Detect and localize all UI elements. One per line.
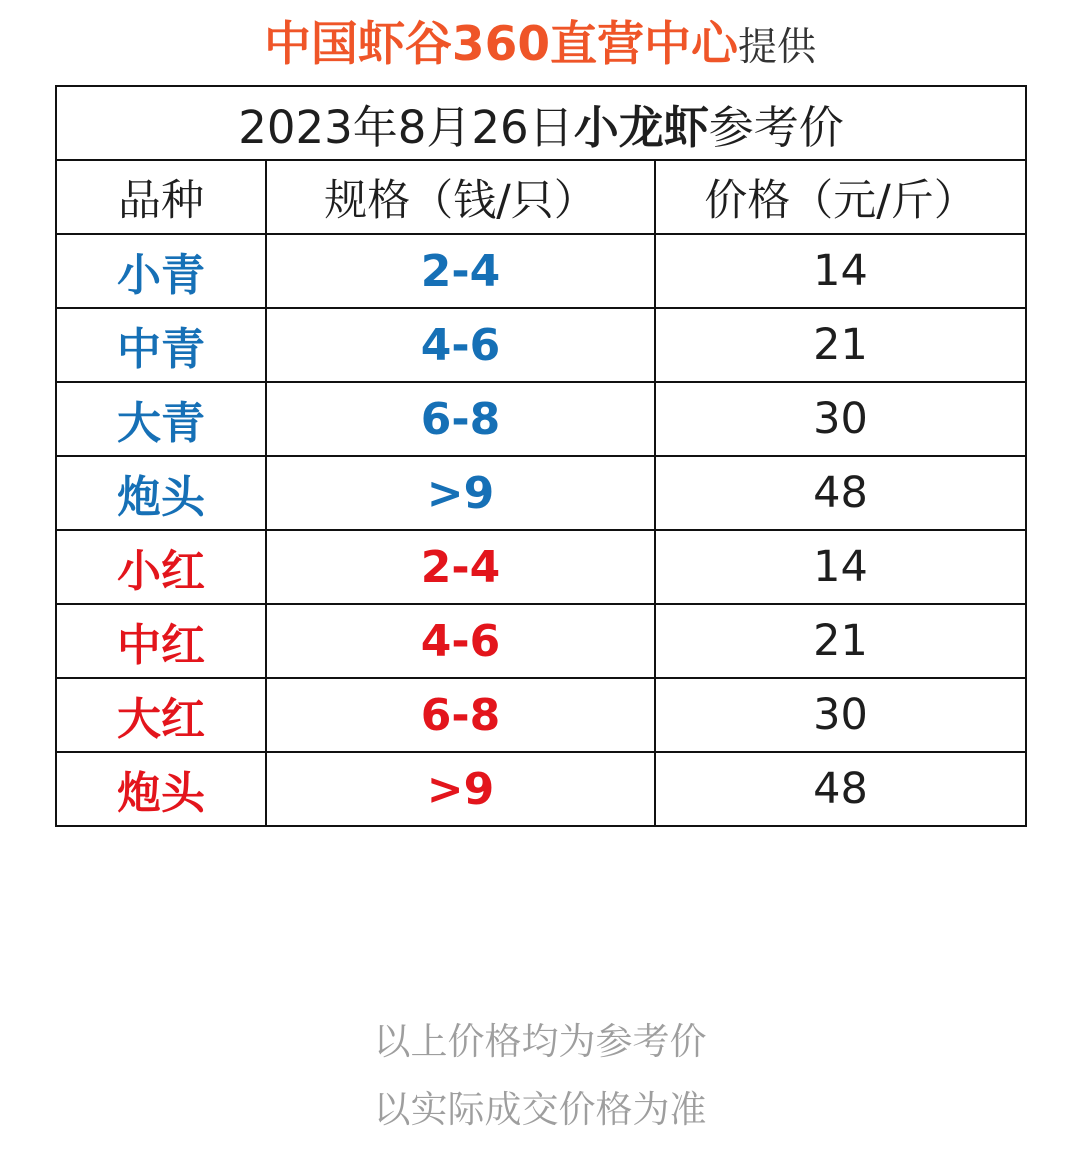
table-title-date: 2023年8月26日 — [238, 100, 574, 154]
table-row — [56, 530, 1026, 604]
table-row — [56, 308, 1026, 382]
table-header-row — [56, 160, 1026, 234]
variety-cell: 大青 — [56, 382, 266, 456]
footer-note-reference: 以上价格均为参考价 — [373, 1020, 707, 1063]
table-row — [56, 456, 1026, 530]
column-header-variety: 品种 — [56, 160, 266, 234]
column-header-spec: 规格（钱/只） — [266, 160, 655, 234]
price-cell: 21 — [655, 308, 1026, 382]
variety-cell: 小青 — [56, 234, 266, 308]
variety-cell: 中青 — [56, 308, 266, 382]
table-row — [56, 382, 1026, 456]
spec-cell: >9 — [266, 456, 655, 530]
table-row — [56, 604, 1026, 678]
table-row — [56, 234, 1026, 308]
price-cell: 14 — [655, 234, 1026, 308]
page-title — [0, 16, 1080, 74]
column-header-price: 价格（元/斤） — [655, 160, 1026, 234]
table-row — [56, 752, 1026, 826]
spec-cell: 2-4 — [266, 234, 655, 308]
table-title — [56, 86, 1026, 160]
price-cell: 21 — [655, 604, 1026, 678]
price-cell: 30 — [655, 678, 1026, 752]
spec-cell: 6-8 — [266, 678, 655, 752]
price-table — [55, 85, 1027, 827]
spec-cell: 4-6 — [266, 308, 655, 382]
table-title-suffix: 参考价 — [708, 100, 844, 154]
spec-cell: 2-4 — [266, 530, 655, 604]
spec-cell: >9 — [266, 752, 655, 826]
footer-note-actual: 以实际成交价格为准 — [373, 1088, 707, 1131]
table-title-product: 小龙虾 — [573, 100, 709, 154]
spec-cell: 4-6 — [266, 604, 655, 678]
variety-cell: 炮头 — [56, 752, 266, 826]
price-cell: 48 — [655, 456, 1026, 530]
price-cell: 48 — [655, 752, 1026, 826]
variety-cell: 大红 — [56, 678, 266, 752]
price-cell: 30 — [655, 382, 1026, 456]
provider-suffix: 提供 — [738, 25, 817, 70]
provider-name: 中国虾谷360直营中心 — [263, 17, 739, 72]
variety-cell: 小红 — [56, 530, 266, 604]
variety-cell: 中红 — [56, 604, 266, 678]
table-row — [56, 678, 1026, 752]
table-title-row — [56, 86, 1026, 160]
price-cell: 14 — [655, 530, 1026, 604]
spec-cell: 6-8 — [266, 382, 655, 456]
variety-cell: 炮头 — [56, 456, 266, 530]
